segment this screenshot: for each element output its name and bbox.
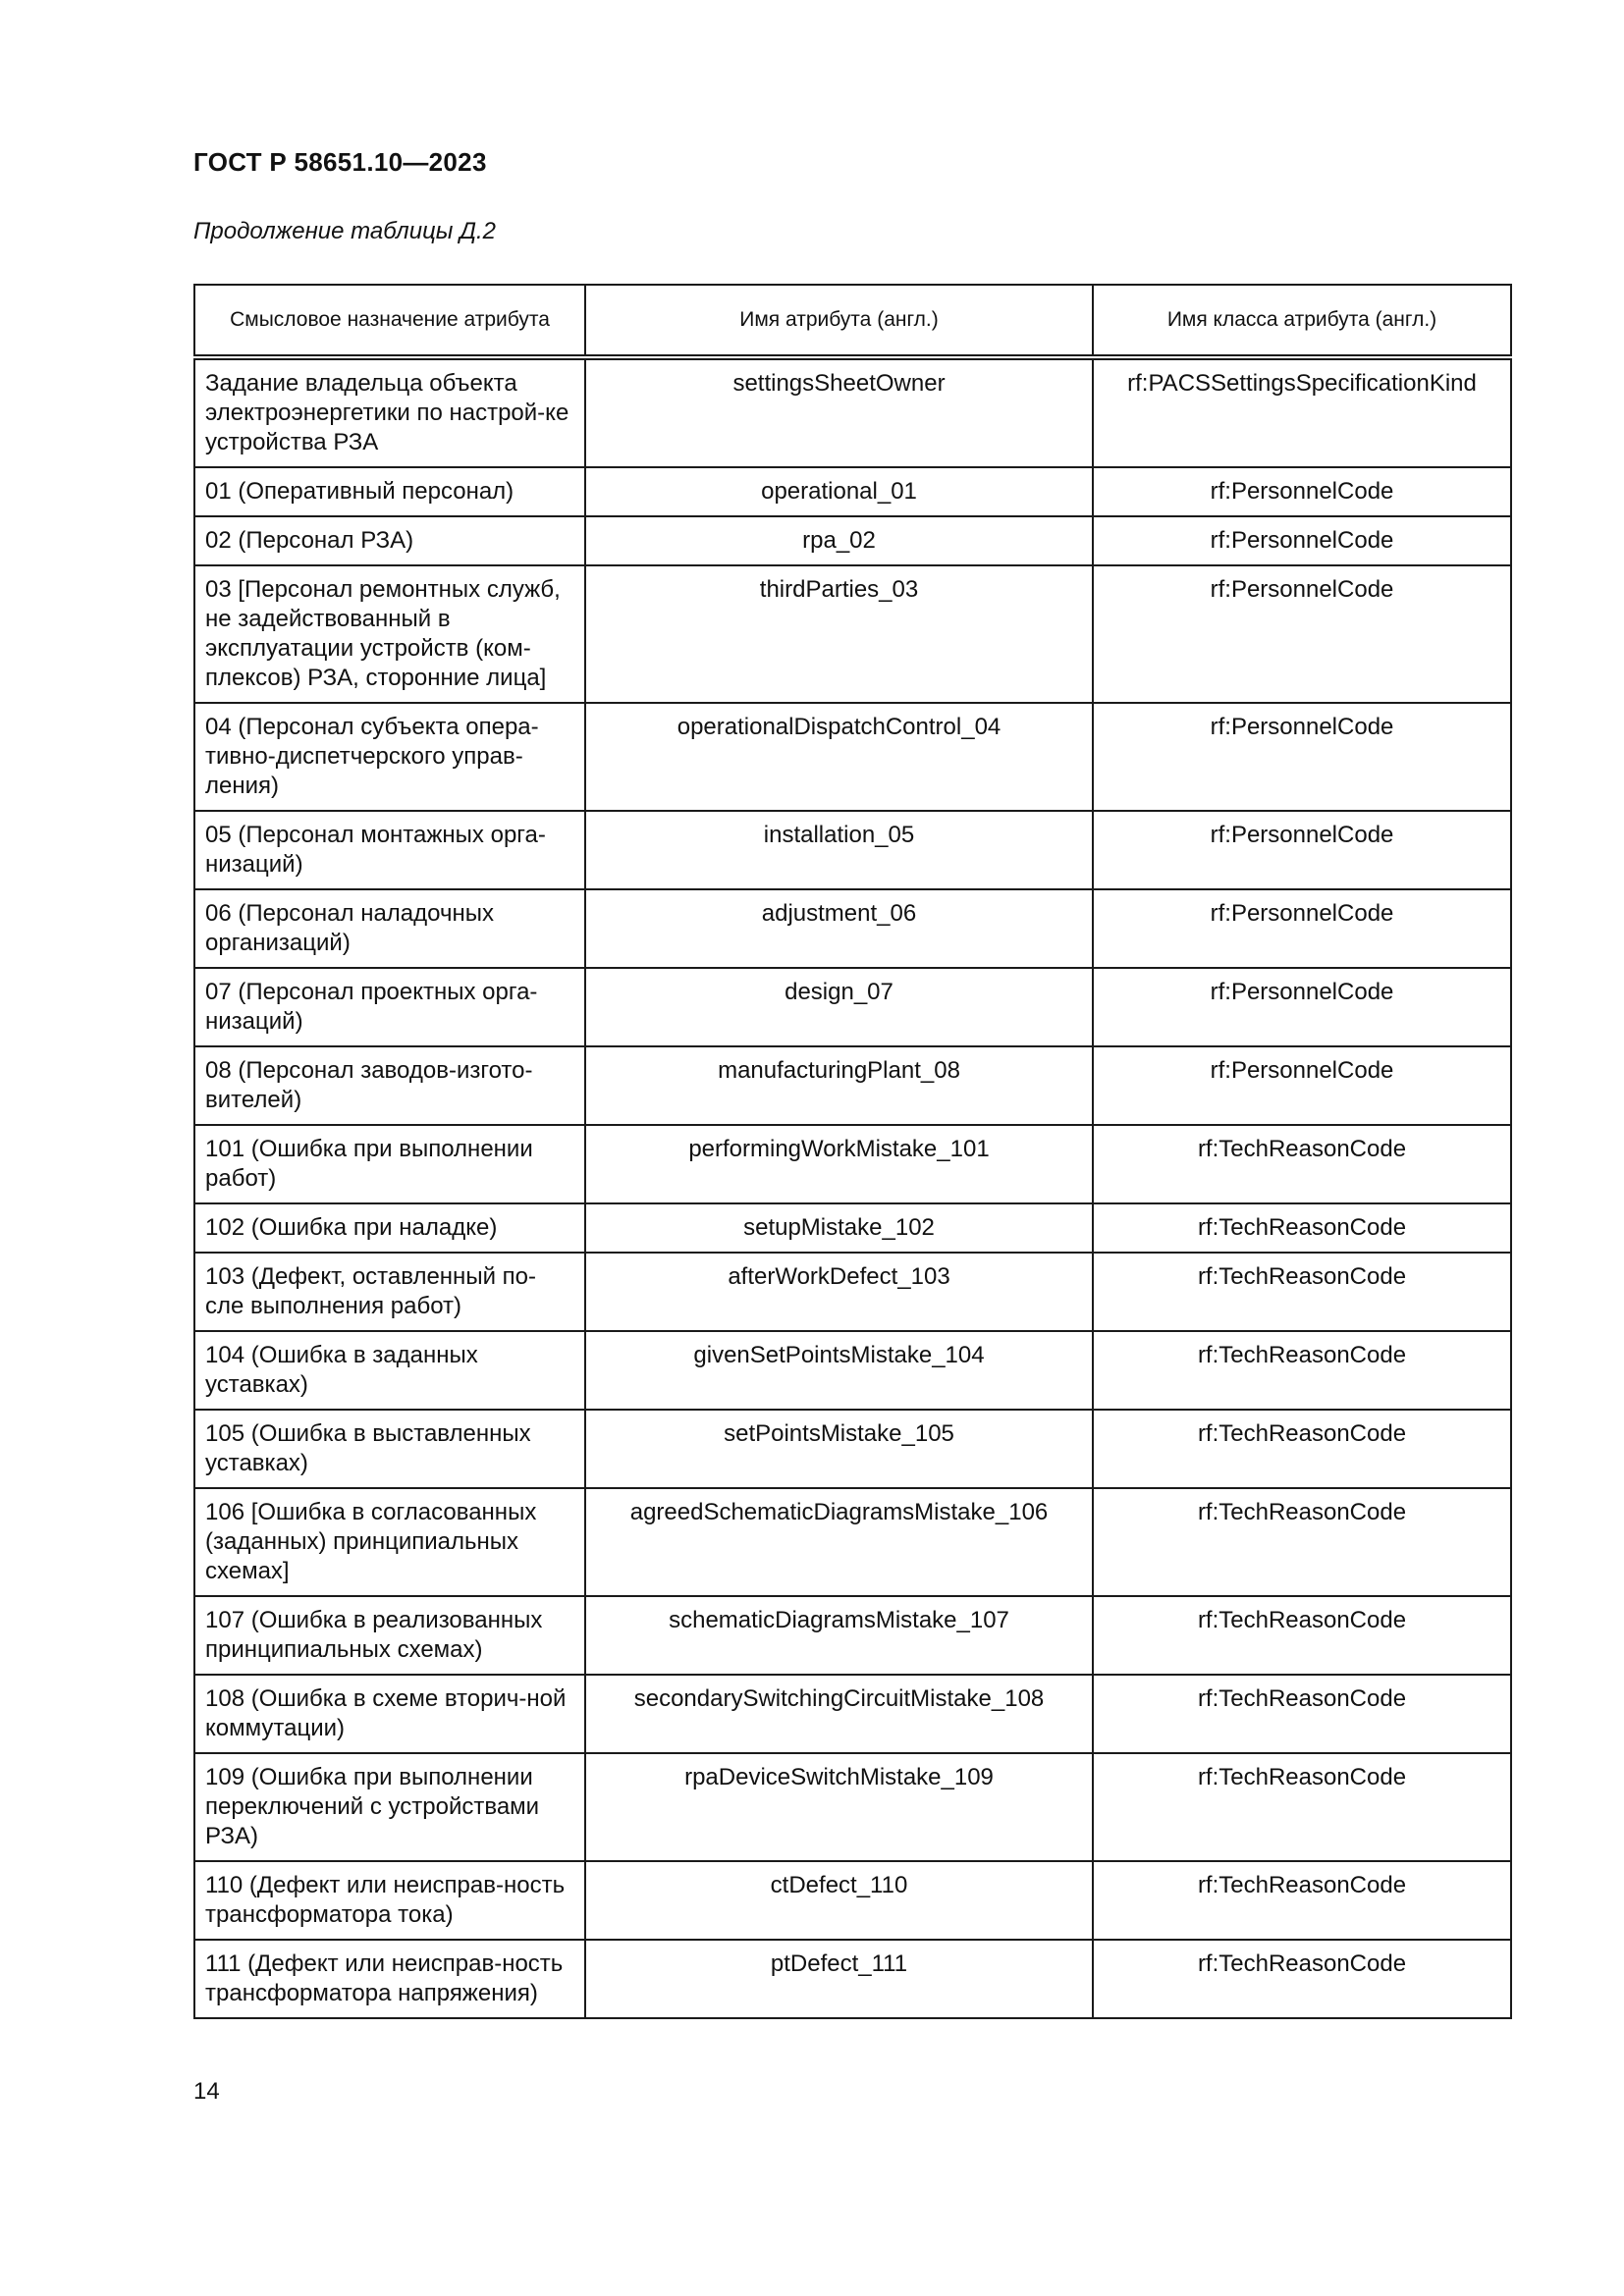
cell-attribute-name: adjustment_06 (585, 889, 1093, 968)
cell-attribute-name: rpa_02 (585, 516, 1093, 565)
cell-attribute-class: rf:PersonnelCode (1093, 565, 1511, 703)
column-header-meaning: Смысловое назначение атрибута (194, 285, 585, 357)
cell-attribute-class: rf:PersonnelCode (1093, 968, 1511, 1046)
cell-attribute-name: installation_05 (585, 811, 1093, 889)
cell-attribute-class: rf:TechReasonCode (1093, 1596, 1511, 1675)
table-row (194, 1203, 1511, 1253)
cell-attribute-class: rf:TechReasonCode (1093, 1331, 1511, 1410)
page-number: 14 (193, 2078, 220, 2105)
cell-attribute-name: setPointsMistake_105 (585, 1410, 1093, 1488)
cell-meaning: 107 (Ошибка в реализованных принципиальных схемах) (194, 1596, 585, 1675)
cell-meaning: 103 (Дефект, оставленный по-сле выполнения работ) (194, 1253, 585, 1331)
cell-attribute-class: rf:PersonnelCode (1093, 1046, 1511, 1125)
cell-attribute-class: rf:TechReasonCode (1093, 1753, 1511, 1861)
table-row (194, 703, 1511, 811)
cell-attribute-class: rf:PersonnelCode (1093, 889, 1511, 968)
cell-attribute-name: manufacturingPlant_08 (585, 1046, 1093, 1125)
cell-attribute-name: agreedSchematicDiagramsMistake_106 (585, 1488, 1093, 1596)
table-row (194, 1488, 1511, 1596)
cell-meaning: 110 (Дефект или неисправ-ность трансформатора тока) (194, 1861, 585, 1940)
cell-attribute-class: rf:TechReasonCode (1093, 1488, 1511, 1596)
cell-meaning: Задание владельца объекта электроэнергетики по настрой-ке устройства РЗА (194, 357, 585, 467)
cell-meaning: 03 [Персонал ремонтных служб, не задействованный в эксплуатации устройств (ком-плексов) РЗА, сторонние лица] (194, 565, 585, 703)
table-body (194, 357, 1511, 2018)
cell-attribute-class: rf:PACSSettingsSpecificationKind (1093, 357, 1511, 467)
table-row (194, 1331, 1511, 1410)
cell-attribute-name: givenSetPointsMistake_104 (585, 1331, 1093, 1410)
table-row (194, 1046, 1511, 1125)
cell-meaning: 102 (Ошибка при наладке) (194, 1203, 585, 1253)
table-header (194, 285, 1511, 357)
table-row (194, 1596, 1511, 1675)
table-row (194, 516, 1511, 565)
table-row (194, 1940, 1511, 2018)
cell-attribute-class: rf:PersonnelCode (1093, 467, 1511, 516)
cell-attribute-name: settingsSheetOwner (585, 357, 1093, 467)
cell-meaning: 04 (Персонал субъекта опера-тивно-диспетчерского управ-ления) (194, 703, 585, 811)
cell-meaning: 08 (Персонал заводов-изгото-вителей) (194, 1046, 585, 1125)
cell-meaning: 105 (Ошибка в выставленных уставках) (194, 1410, 585, 1488)
table-row (194, 1675, 1511, 1753)
cell-attribute-name: performingWorkMistake_101 (585, 1125, 1093, 1203)
table-row (194, 1410, 1511, 1488)
cell-attribute-class: rf:PersonnelCode (1093, 703, 1511, 811)
cell-attribute-name: secondarySwitchingCircuitMistake_108 (585, 1675, 1093, 1753)
cell-meaning: 06 (Персонал наладочных организаций) (194, 889, 585, 968)
cell-attribute-name: operationalDispatchControl_04 (585, 703, 1093, 811)
cell-attribute-name: operational_01 (585, 467, 1093, 516)
table-row (194, 811, 1511, 889)
cell-meaning: 104 (Ошибка в заданных уставках) (194, 1331, 585, 1410)
table-row (194, 1861, 1511, 1940)
cell-attribute-class: rf:TechReasonCode (1093, 1410, 1511, 1488)
cell-attribute-name: ptDefect_111 (585, 1940, 1093, 2018)
table-row (194, 1125, 1511, 1203)
table-row (194, 565, 1511, 703)
cell-attribute-class: rf:PersonnelCode (1093, 811, 1511, 889)
cell-meaning: 07 (Персонал проектных орга-низаций) (194, 968, 585, 1046)
cell-meaning: 01 (Оперативный персонал) (194, 467, 585, 516)
cell-meaning: 106 [Ошибка в согласованных (заданных) принципиальных схемах] (194, 1488, 585, 1596)
cell-meaning: 108 (Ошибка в схеме вторич-ной коммутации) (194, 1675, 585, 1753)
cell-meaning: 02 (Персонал РЗА) (194, 516, 585, 565)
cell-meaning: 111 (Дефект или неисправ-ность трансформатора напряжения) (194, 1940, 585, 2018)
cell-attribute-class: rf:TechReasonCode (1093, 1253, 1511, 1331)
cell-attribute-name: ctDefect_110 (585, 1861, 1093, 1940)
cell-attribute-class: rf:TechReasonCode (1093, 1203, 1511, 1253)
table-row (194, 968, 1511, 1046)
cell-attribute-name: setupMistake_102 (585, 1203, 1093, 1253)
cell-attribute-name: rpaDeviceSwitchMistake_109 (585, 1753, 1093, 1861)
cell-attribute-name: thirdParties_03 (585, 565, 1093, 703)
cell-meaning: 101 (Ошибка при выполнении работ) (194, 1125, 585, 1203)
cell-attribute-class: rf:TechReasonCode (1093, 1861, 1511, 1940)
document-header: ГОСТ Р 58651.10—2023 (193, 147, 487, 177)
table-row (194, 889, 1511, 968)
cell-attribute-class: rf:TechReasonCode (1093, 1675, 1511, 1753)
column-header-attribute-name: Имя атрибута (англ.) (585, 285, 1093, 357)
cell-meaning: 109 (Ошибка при выполнении переключений с устройствами РЗА) (194, 1753, 585, 1861)
cell-attribute-name: afterWorkDefect_103 (585, 1253, 1093, 1331)
column-header-attribute-class: Имя класса атрибута (англ.) (1093, 285, 1511, 357)
table-caption: Продолжение таблицы Д.2 (193, 218, 497, 244)
cell-attribute-name: design_07 (585, 968, 1093, 1046)
table-row (194, 357, 1511, 467)
table-row (194, 1253, 1511, 1331)
cell-attribute-class: rf:TechReasonCode (1093, 1940, 1511, 2018)
header-row (194, 285, 1511, 357)
table-row (194, 467, 1511, 516)
cell-attribute-class: rf:TechReasonCode (1093, 1125, 1511, 1203)
cell-attribute-name: schematicDiagramsMistake_107 (585, 1596, 1093, 1675)
cell-meaning: 05 (Персонал монтажных орга-низаций) (194, 811, 585, 889)
attributes-table (193, 284, 1512, 2019)
cell-attribute-class: rf:PersonnelCode (1093, 516, 1511, 565)
table-row (194, 1753, 1511, 1861)
